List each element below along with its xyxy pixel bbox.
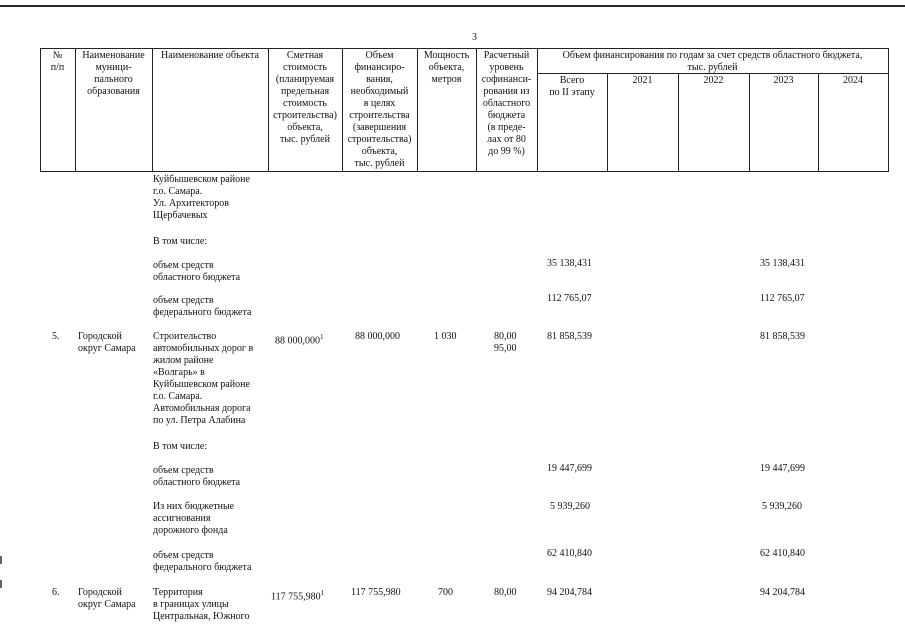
header-col-number: № п/п — [50, 50, 65, 73]
regional-budget-total: 35 138,431 — [547, 258, 592, 269]
row-5-capacity: 1 030 — [434, 331, 457, 342]
row-5-financing-volume: 88 000,000 — [355, 331, 400, 342]
continuation-object-name: Куйбышевском районе г.о. Самара. Ул. Архитекторов Щербачевых — [153, 174, 250, 221]
header-col-municipality: Наименование муници- пального образования — [82, 50, 145, 97]
regional-budget-label: объем средств областного бюджета — [153, 260, 241, 283]
row-5-2023: 81 858,539 — [760, 331, 805, 342]
regional-budget-total-2: 19 447,699 — [547, 463, 592, 474]
federal-budget-total: 112 765,07 — [547, 293, 592, 304]
road-fund-total: 5 939,260 — [550, 501, 590, 512]
header-col-financing-group: Объем финансирования по годам за счет средств областного бюджета, тыс. рублей — [562, 50, 863, 73]
row-6-capacity: 700 — [438, 587, 453, 598]
header-year-2024: 2024 — [843, 75, 863, 86]
header-col-level: Расчетный уровень софинанси- рования из областного бюджета (в преде- лах от 80 до 99 %) — [481, 50, 532, 157]
federal-budget-2023: 112 765,07 — [760, 293, 805, 304]
header-year-2022: 2022 — [703, 75, 724, 86]
regional-budget-2023-2: 19 447,699 — [760, 463, 805, 474]
header-col-volume: Объем финансиро- вания, необходимый в целях строительства (завершения строительства) объекта, тыс. рублей — [347, 50, 412, 169]
row-5-object-name: Строительство автомобильных дорог в жилом районе «Волгарь» в Куйбышевском районе г.о. Самара. Автомобильная дорога по ул. Петра Алабина — [153, 331, 254, 426]
row-5-municipality: Городской округ Самара — [78, 331, 136, 354]
scan-edge-mark — [0, 580, 2, 588]
row-5-total: 81 858,539 — [547, 331, 592, 342]
road-fund-2023: 5 939,260 — [762, 501, 802, 512]
row-6-2023: 94 204,784 — [760, 587, 805, 598]
row-6-estimated-cost: 117 755,980$^1$ — [271, 589, 325, 603]
top-border-rule — [0, 5, 905, 7]
header-col-capacity: Мощность объекта, метров — [423, 50, 470, 85]
header-col-total: Всего по II этапу — [549, 75, 595, 98]
row-6-object-name: Территория в границах улицы Центральная, Южного — [153, 587, 250, 622]
including-label: В том числе: — [153, 236, 208, 247]
federal-budget-2023-2: 62 410,840 — [760, 548, 805, 559]
regional-budget-label-2: объем средств областного бюджета — [153, 465, 241, 488]
row-5-number: 5. — [52, 331, 60, 342]
row-5-cofinancing-level: 80,00 95,00 — [494, 331, 517, 354]
road-fund-label: Из них бюджетные ассигнования дорожного фонда — [153, 501, 235, 536]
regional-budget-2023: 35 138,431 — [760, 258, 805, 269]
row-6-municipality: Городской округ Самара — [78, 587, 136, 610]
including-label-2: В том числе: — [153, 441, 208, 452]
header-year-2021: 2021 — [632, 75, 653, 86]
row-5-estimated-cost: 88 000,000$^1$ — [275, 333, 324, 347]
header-col-cost: Сметная стоимость (планируемая предельная стоимость строительства) объекта, тыс. рублей — [273, 50, 337, 145]
federal-budget-label-2: объем средств федерального бюджета — [153, 550, 252, 573]
scan-edge-mark — [0, 556, 2, 564]
federal-budget-total-2: 62 410,840 — [547, 548, 592, 559]
row-6-number: 6. — [52, 587, 60, 598]
row-6-financing-volume: 117 755,980 — [351, 587, 401, 598]
page-number: 3 — [472, 32, 477, 43]
row-6-total: 94 204,784 — [547, 587, 592, 598]
header-col-object: Наименование объекта — [161, 50, 259, 61]
federal-budget-label: объем средств федерального бюджета — [153, 295, 252, 318]
row-6-cofinancing-level: 80,00 — [494, 587, 517, 598]
header-year-2023: 2023 — [773, 75, 794, 86]
